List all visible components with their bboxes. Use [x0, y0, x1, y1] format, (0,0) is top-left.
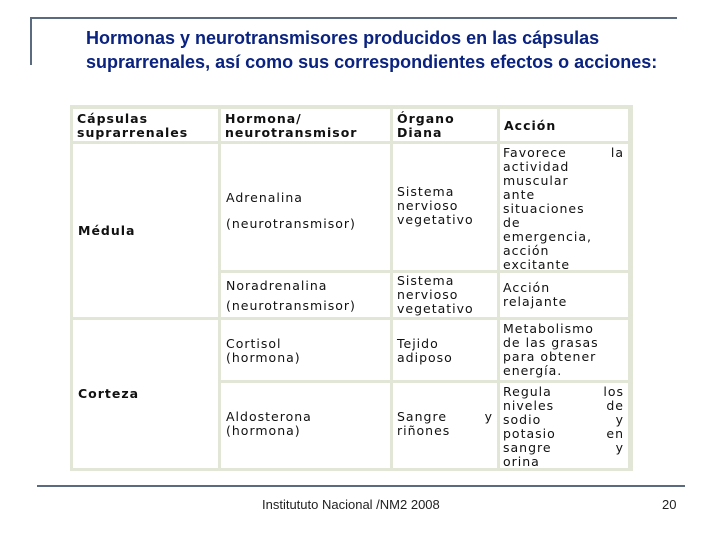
- target-adrenalina-line-2: nervioso: [397, 198, 459, 213]
- target-adrenalina-line-3: vegetativo: [397, 212, 474, 227]
- header-capsule-line-1: Cápsulas: [77, 111, 149, 126]
- action-noradrenalina-line-2: relajante: [503, 294, 568, 309]
- target-aldosterona-line-1: Sangre y: [397, 409, 493, 424]
- header-target-line-2: Diana: [397, 125, 443, 140]
- capsule-medula: [73, 144, 218, 317]
- header-target: [393, 109, 497, 141]
- action-aldosterona: [500, 383, 628, 468]
- hormone-aldosterona: [221, 383, 390, 468]
- action-aldosterona-line-2: niveles de: [503, 398, 624, 413]
- header-action: [500, 109, 628, 141]
- action-aldosterona-line-3: sodio y: [503, 412, 624, 427]
- target-noradrenalina-line-3: vegetativo: [397, 301, 474, 316]
- capsule-corteza-label: Corteza: [78, 386, 140, 401]
- target-adrenalina-line-1: Sistema: [397, 184, 455, 199]
- action-adrenalina: [500, 144, 628, 270]
- action-cortisol: [500, 320, 628, 380]
- hormone-aldosterona-name: Aldosterona: [226, 409, 312, 424]
- slide-title: Hormonas y neurotransmisores producidos en las cápsulas suprarrenales, así como sus correspondientes efectos o acciones:: [86, 28, 658, 72]
- hormone-aldosterona-type: (hormona): [226, 423, 301, 438]
- header-target-line-1: Órgano: [397, 111, 455, 126]
- action-adrenalina-line-7: emergencia,: [503, 229, 593, 244]
- hormone-adrenalina-name: Adrenalina: [226, 190, 303, 205]
- frame-left-rule: [30, 17, 32, 65]
- target-aldosterona: [393, 383, 497, 468]
- header-hormone-line-1: Hormona/: [225, 111, 302, 126]
- footer-text: Institututo Nacional /NM2 2008: [262, 497, 440, 512]
- hormone-noradrenalina-type: (neurotransmisor): [226, 298, 356, 313]
- action-noradrenalina: [500, 273, 628, 317]
- action-aldosterona-line-4: potasio en: [503, 426, 624, 441]
- action-adrenalina-line-1: Favorece la: [503, 145, 624, 160]
- header-hormone-line-2: neurotransmisor: [225, 125, 358, 140]
- action-adrenalina-line-3: muscular: [503, 173, 569, 188]
- hormone-cortisol-type: (hormona): [226, 350, 301, 365]
- action-aldosterona-line-5: sangre y: [503, 440, 624, 455]
- hormone-noradrenalina: [221, 273, 390, 317]
- hormone-adrenalina: [221, 144, 390, 270]
- header-capsule-line-2: suprarrenales: [77, 125, 189, 140]
- target-cortisol-line-2: adiposo: [397, 350, 453, 365]
- target-aldosterona-line-2: riñones: [397, 423, 451, 438]
- hormone-adrenalina-type: (neurotransmisor): [226, 216, 356, 231]
- header-action-line-1: Acción: [504, 118, 557, 133]
- action-adrenalina-line-2: actividad: [503, 159, 570, 174]
- action-noradrenalina-line-1: Acción: [503, 280, 551, 295]
- target-cortisol: [393, 320, 497, 380]
- hormone-noradrenalina-name: Noradrenalina: [226, 278, 328, 293]
- header-hormone: [221, 109, 390, 141]
- target-noradrenalina-line-1: Sistema: [397, 273, 455, 288]
- target-adrenalina: [393, 144, 497, 270]
- action-cortisol-line-3: para obtener: [503, 349, 597, 364]
- capsule-medula-label: Médula: [78, 222, 136, 238]
- action-adrenalina-line-6: de: [503, 215, 521, 230]
- hormone-table: [70, 105, 633, 471]
- action-aldosterona-line-1: Regula los: [503, 384, 624, 399]
- target-noradrenalina: [393, 273, 497, 317]
- action-cortisol-line-4: energía.: [503, 363, 563, 378]
- action-adrenalina-line-8: acción: [503, 243, 550, 258]
- hormone-cortisol-name: Cortisol: [226, 336, 282, 351]
- action-aldosterona-line-6: orina: [503, 454, 540, 469]
- action-cortisol-line-1: Metabolismo: [503, 321, 594, 336]
- target-noradrenalina-line-2: nervioso: [397, 287, 459, 302]
- page-number: 20: [662, 497, 677, 512]
- hormone-cortisol: [221, 320, 390, 380]
- action-cortisol-line-2: de las grasas: [503, 335, 599, 350]
- capsule-corteza: [73, 320, 218, 468]
- footer-rule: [37, 485, 685, 487]
- action-adrenalina-line-4: ante: [503, 187, 536, 202]
- action-adrenalina-line-5: situaciones: [503, 201, 585, 216]
- frame-top-rule: [30, 17, 677, 19]
- header-capsule: [73, 109, 218, 141]
- action-adrenalina-line-9: excitante: [503, 257, 571, 272]
- target-cortisol-line-1: Tejido: [397, 336, 439, 351]
